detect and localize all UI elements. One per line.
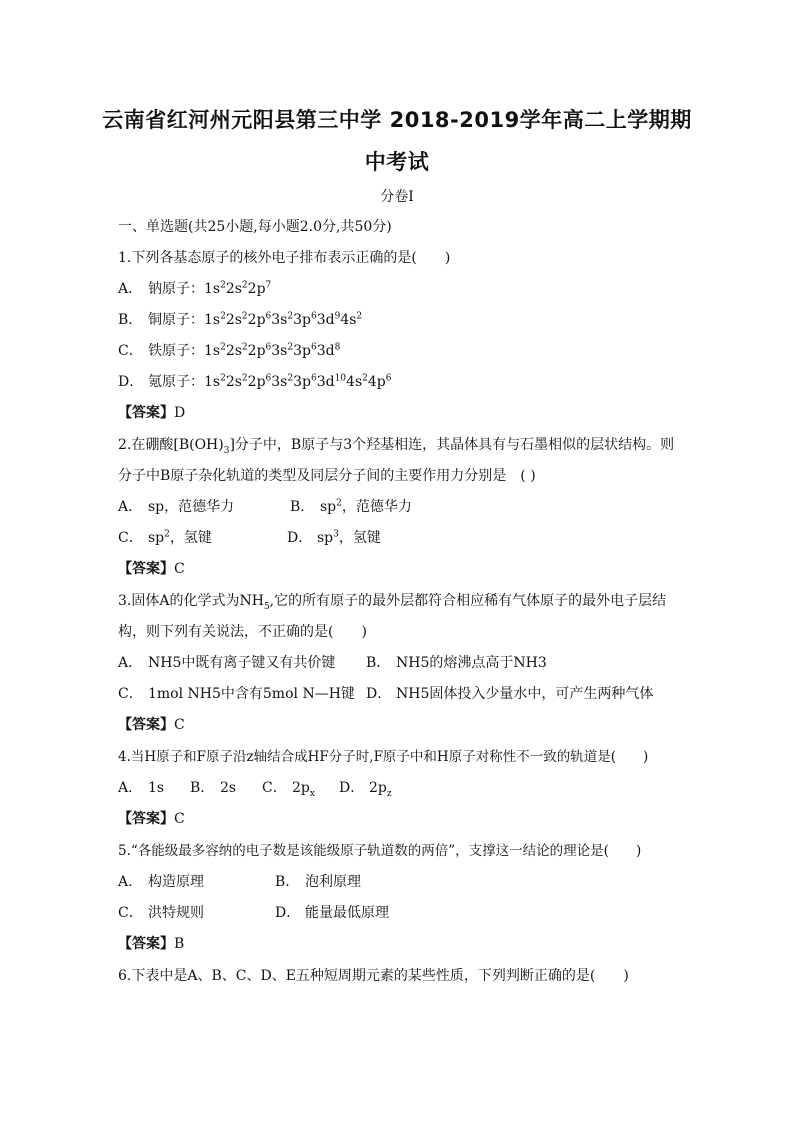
exam-title-line2: 中考试 [364,150,430,174]
stem-text: 3.固体A的化学式为NH [118,593,264,609]
option-text: 能量最低原理 [305,905,389,921]
option-text: 2p [292,780,310,796]
question-3-option-b [366,654,547,672]
option-label: D． [275,905,301,921]
question-4-option-b [190,779,236,797]
question-4-answer [118,810,185,828]
option-text: 2s [220,780,237,796]
option-text: 泡利原理 [305,874,361,890]
question-3-answer [118,716,185,734]
question-1-option-b [118,311,362,329]
question-1-option-a [118,280,271,298]
answer-label: 【答案】 [118,561,174,577]
option-text: 2p [369,780,387,796]
option-label: A． [118,780,143,796]
option-label: D． [366,686,392,702]
option-text: NH5的熔沸点高于NH3 [396,655,547,671]
answer-label: 【答案】 [118,405,174,421]
section-label: 分卷I [380,189,414,205]
option-text: ，范德华力 [341,499,412,515]
question-1-option-c [118,342,340,360]
question-5-option-d [275,904,389,922]
answer-label: 【答案】 [118,936,174,952]
option-text: ，氢键 [338,530,381,546]
option-label: B． [190,780,215,796]
option-text: 氪原子： [148,374,204,390]
question-5-stem: 5.“各能级最多容纳的电子数是该能级原子轨道数的两倍”，支撑这一结论的理论是( ) [118,843,642,859]
stem-text: ]分子中，B原子与3个羟基相连，其晶体具有与石墨相似的层状结构。则 [229,437,675,453]
question-4-option-a [118,779,164,797]
option-label: A． [118,499,143,515]
part-heading: 一、单选题(共25小题,每小题2.0分,共50分) [118,219,392,235]
question-2-stem-line2: 分子中B原子杂化轨道的类型及同层分子间的主要作用力分别是 ( ) [118,468,536,484]
option-text: 洪特规则 [148,905,204,921]
question-1-answer [118,404,185,422]
option-label: B． [366,655,391,671]
option-text: NH5固体投入少量水中，可产生两种气体 [396,686,654,702]
question-2-option-b: B． $sp^2$，范德华力 [290,498,412,515]
question-6-stem: 6.下表中是A、B、C、D、E五种短周期元素的某些性质，下列判断正确的是( ) [118,968,629,984]
option-label: A． [118,281,143,297]
option-label: B． [118,312,143,328]
question-2-stem-line1: 2.在硼酸$[B(OH)_3]$分子中，B原子与3个羟基相连，其晶体具有与石墨相似的层状结构。则 [118,437,675,456]
option-text: 铁原子： [148,343,204,359]
electron-config: $1s^22s^22p^63s^23p^63d^8$ [204,342,341,359]
option-text: NH5中既有离子键又有共价键 [148,655,336,671]
question-5-option-a [118,873,204,891]
question-5-option-c [118,904,204,922]
electron-config: $1s^22s^22p^63s^23p^63d^94s^2$ [204,311,363,328]
answer-value: C [174,561,185,577]
answer-label: 【答案】 [118,717,174,733]
option-label: C． [118,686,143,702]
question-1-option-d [118,373,391,391]
question-2-option-a [118,498,234,516]
option-label: C． [118,343,143,359]
question-4-option-c: C． $2p_x$ [262,780,315,799]
option-label: C． [118,530,143,546]
question-5-answer [118,935,184,953]
answer-value: C [174,717,185,733]
question-4-option-d: D． $2p_z$ [339,780,392,799]
option-label: D． [118,374,144,390]
answer-value: B [174,936,185,952]
option-label: C． [262,780,287,796]
option-text: ，氢键 [169,530,212,546]
option-label: B． [290,499,315,515]
electron-config: $1s^22s^22p^63s^23p^63d^{10}4s^24p^6$ [204,373,392,390]
option-label: D． [287,530,313,546]
answer-label: 【答案】 [118,811,174,827]
exam-title-line1: 云南省红河州元阳县第三中学 2018-2019学年高二上学期期 [102,108,692,132]
option-label: A． [118,874,143,890]
question-5-option-b [275,873,361,891]
option-label: A． [118,655,143,671]
option-text: 铜原子： [148,312,204,328]
question-3-stem-line1: 3.固体A的化学式为$NH_5$,它的所有原子的最外层都符合相应稀有气体原子的最外电子层结 [118,593,667,612]
option-text: 1mol NH5中含有5mol N—H键 [148,686,355,702]
option-text: 钠原子： [148,281,204,297]
option-label: C． [118,905,143,921]
question-2-option-d: D． $sp^3$，氢键 [287,529,381,546]
question-3-option-c [118,685,355,703]
question-2-option-c: C． $sp^2$，氢键 [118,529,212,546]
question-3-stem-line2: 构，则下列有关说法，不正确的是( ) [118,624,367,640]
stem-text: ,它的所有原子的最外层都符合相应稀有气体原子的最外电子层结 [269,593,667,609]
question-3-option-d [366,685,653,703]
question-4-stem: 4.当H原子和F原子沿z轴结合成HF分子时,F原子中和H原子对称性不一致的轨道是( ) [118,749,649,765]
question-1-stem: 1.下列各基态原子的核外电子排布表示正确的是( ) [118,250,451,266]
question-3-option-a [118,654,335,672]
option-text: 构造原理 [148,874,204,890]
stem-text: 2.在硼酸[B(OH) [118,437,224,453]
option-text: 1s [148,780,165,796]
option-label: B． [275,874,300,890]
electron-config: $1s^22s^22p^7$ [204,280,272,297]
option-text: sp，范德华力 [148,499,235,515]
question-2-answer [118,560,185,578]
answer-value: C [174,811,185,827]
option-label: D． [339,780,365,796]
answer-value: D [174,405,186,421]
